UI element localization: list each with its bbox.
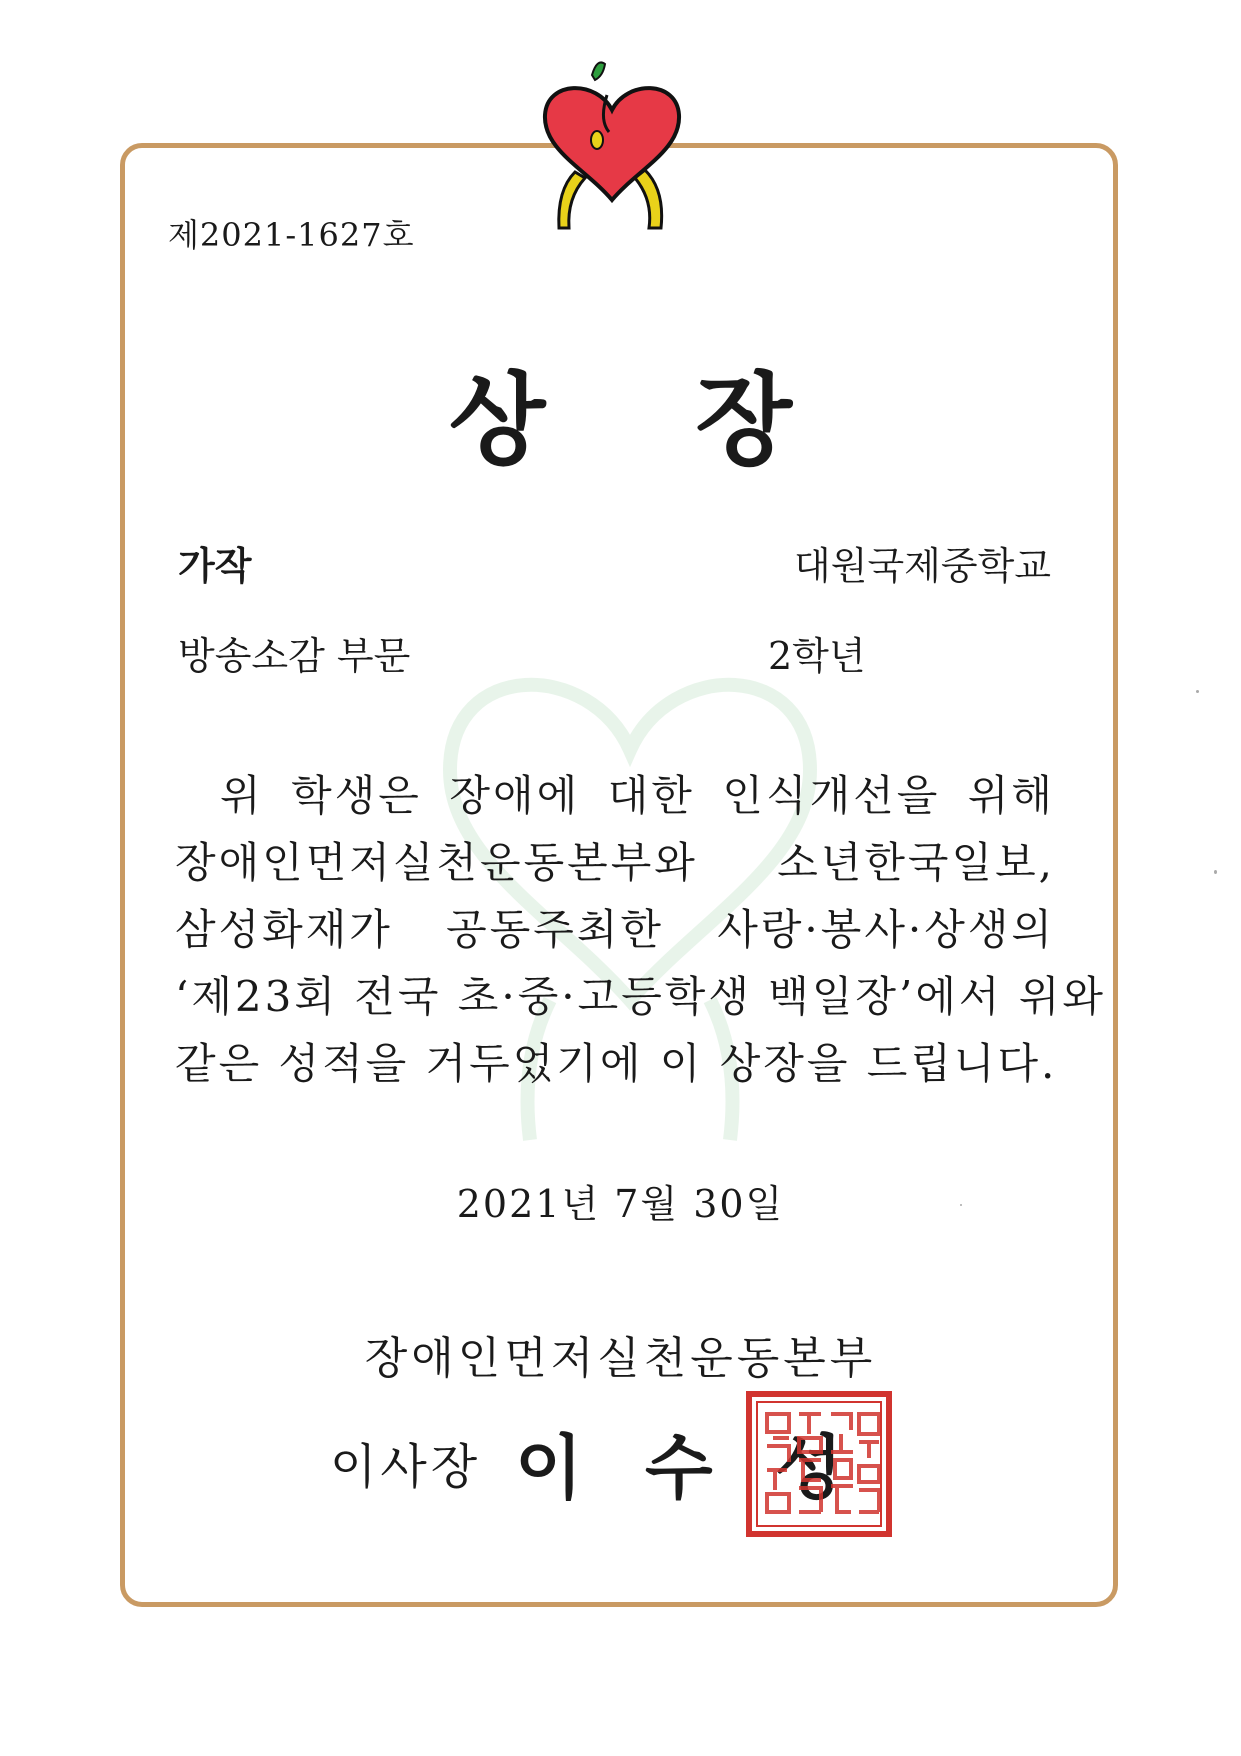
certificate-number: 제2021-1627호 — [168, 216, 415, 254]
heart-mascot-icon — [537, 50, 687, 230]
body-line: ‘제23회 전국 초·중·고등학생 백일장’에서 위와 — [175, 972, 1106, 1021]
chairman-name-char: 성 — [775, 1426, 843, 1509]
certificate-title: 상장 — [448, 361, 943, 479]
body-line: 장애인먼저실천운동본부와 소년한국일보, — [175, 838, 1055, 887]
recipient-school: 대원국제중학교 — [794, 544, 1051, 588]
scan-speck — [960, 1204, 962, 1206]
chairman-name-char: 수 — [645, 1426, 713, 1509]
certificate-body — [175, 762, 1106, 1097]
issue-date: 2021년 7월 30일 — [456, 1182, 785, 1226]
award-grade: 가작 — [178, 543, 252, 588]
body-line: 위 학생은 장애에 대한 인식개선을 위해 — [220, 771, 1055, 820]
scan-speck — [1196, 690, 1199, 693]
body-line: 같은 성적을 거두었기에 이 상장을 드립니다. — [175, 1039, 1058, 1088]
issuing-organization: 장애인먼저실천운동본부 — [364, 1333, 877, 1384]
official-seal-icon — [745, 1390, 893, 1538]
scan-speck — [1214, 870, 1217, 874]
recipient-year: 2학년 — [768, 634, 866, 678]
chairman-name-char: 이 — [515, 1426, 583, 1509]
body-line: 삼성화재가 공동주최한 사랑·봉사·상생의 — [175, 905, 1055, 954]
award-category: 방송소감 부문 — [178, 634, 411, 678]
chairman-title: 이사장 — [330, 1439, 482, 1495]
